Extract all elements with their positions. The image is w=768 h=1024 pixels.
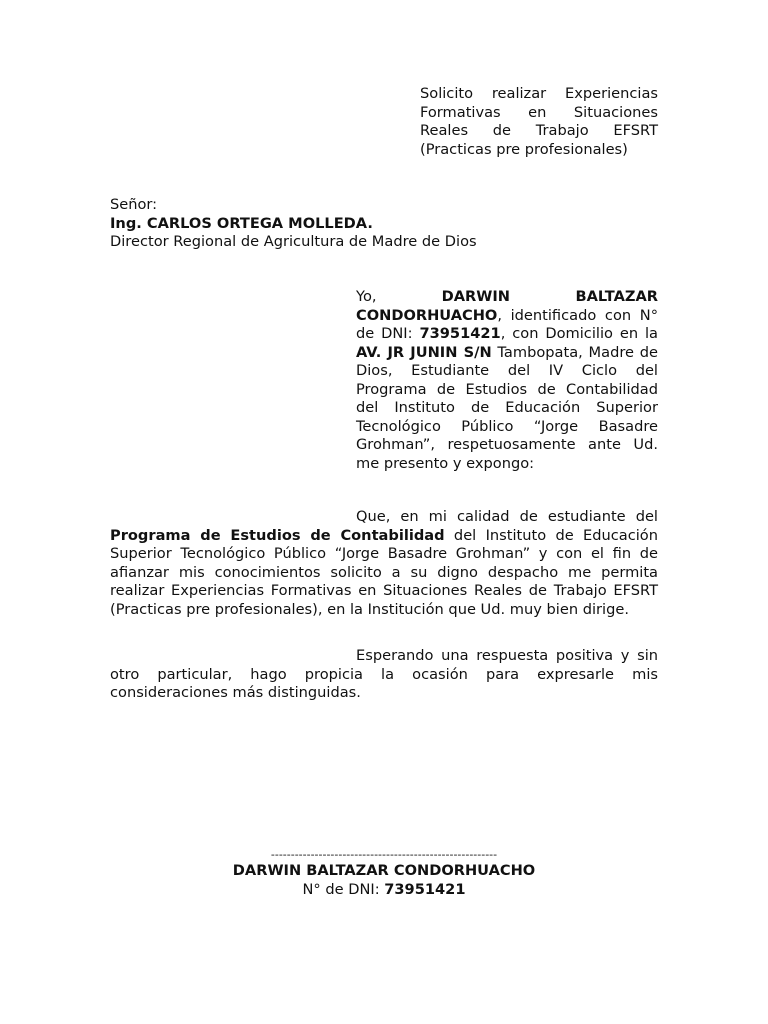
body1-text-1: Que, en mi calidad de estudiante del: [356, 508, 658, 525]
signature-dni-value: 73951421: [384, 880, 466, 898]
intro-text-2: , con Domicilio en la: [500, 325, 658, 342]
signature-name: [110, 862, 658, 881]
student-dni: 73951421: [419, 325, 501, 342]
intro-paragraph: [356, 288, 658, 473]
subject-block: [420, 85, 658, 159]
addressee-role: Director Regional de Agricultura de Madre de Dios: [110, 233, 477, 250]
addressee-block: [110, 196, 670, 252]
intro-text-3: Tambopata, Madre de Dios, Estudiante del IV Ciclo del Programa de Estudios de Contabilidad del Instituto de Educación Superior Tecnológico Público “Jorge Basadre Grohman”, respetuosamente ante Ud. me presento y expongo:: [356, 343, 658, 472]
signature-dni-label: N° de DNI:: [302, 880, 385, 898]
addressee-name: [110, 215, 670, 234]
student-name: DARWIN BALTAZAR CONDORHUACHO: [356, 288, 658, 324]
signature-dni: [110, 881, 658, 900]
body-paragraph-1: [110, 508, 658, 619]
student-address: AV. JR JUNIN S/N: [356, 343, 492, 361]
program-name: Programa de Estudios de Contabilidad: [110, 526, 445, 544]
subject-line-2: Formativas en Situaciones: [420, 103, 658, 121]
signature-line: ---------------------------------------------------------: [270, 848, 498, 861]
intro-yo: Yo,: [356, 288, 377, 305]
salutation: Señor:: [110, 196, 158, 213]
body-paragraph-2: [110, 647, 658, 703]
subject-line-1: Solicito realizar Experiencias: [420, 85, 658, 102]
body1-text-2: del Instituto de Educación Superior Tecnológico Público “Jorge Basadre Grohman” y con el fin de afianzar mis conocimientos solicito a su digno despacho me permita realizar Experiencias Formativas en Situaciones Reales de Trabajo EFSRT (Practicas pre profesionales), en la Institución que Ud. muy bien dirige.: [110, 526, 658, 618]
addressee-name-text: Ing. CARLOS ORTEGA MOLLEDA.: [110, 214, 373, 232]
signature-block: [110, 848, 658, 899]
subject-line-3: Reales de Trabajo EFSRT: [420, 122, 658, 139]
subject-line-4: (Practicas pre profesionales): [420, 140, 628, 158]
signature-name-text: DARWIN BALTAZAR CONDORHUACHO: [232, 862, 536, 879]
intro-text-1: , identificado con N° de DNI:: [356, 306, 658, 342]
body2-text: Esperando una respuesta positiva y sin otro particular, hago propicia la ocasión para expresarle mis consideraciones más distinguidas.: [110, 647, 658, 701]
